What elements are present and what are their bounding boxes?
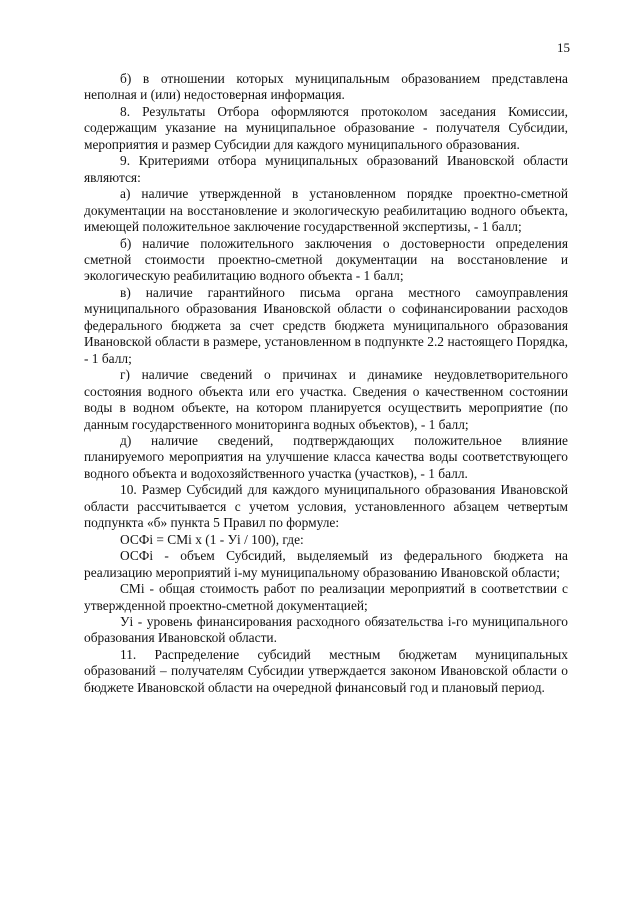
paragraph-criterion-g: г) наличие сведений о причинах и динамике неудовлетворительного состояния водного объекта или его участка. Сведения о качественном состоянии воды в водном объекте, на котором планируется осуществить мероприятие (по данным государственного мониторинга водных объектов), - 1 балл; [84, 367, 568, 432]
formula-definition-u: Уi - уровень финансирования расходного обязательства i-го муниципального образования Ивановской области. [84, 613, 568, 646]
paragraph-9-criteria: 9. Критериями отбора муниципальных образований Ивановской области являются: [84, 153, 568, 185]
formula-definition-sm: СМi - общая стоимость работ по реализации мероприятий в соответствии с утвержденной проектно-сметной документацией; [84, 581, 568, 613]
paragraph-9b-excluded: б) в отношении которых муниципальным образованием представлена неполная и (или) недостоверная информация. [84, 71, 568, 103]
paragraph-10-subsidy-size: 10. Размер Субсидий для каждого муниципального образования Ивановской области рассчитывается с учетом условия, установленного абзацем четвертым подпункта «б» пункта 5 Правил по формуле: [84, 482, 568, 531]
document-body [84, 71, 568, 696]
paragraph-8-selection-results: 8. Результаты Отбора оформляются протоколом заседания Комиссии, содержащим указание на муниципальное образование - получателя Субсидии, мероприятия и размер Субсидии для каждого муниципального образования. [84, 103, 568, 152]
paragraph-criterion-v: в) наличие гарантийного письма органа местного самоуправления муниципального образования Ивановской области о софинансировании расходов федерального бюджета за счет средств бюджета муниципального образования Ивановской области в размере, установленном в подпункте 2.2 настоящего Порядка, - 1 балл; [84, 284, 568, 366]
paragraph-criterion-d: д) наличие сведений, подтверждающих положительное влияние планируемого мероприятия на улучшение класса качества воды соответствующего водного объекта и водохозяйственного участка (участков), - 1 балл. [84, 432, 568, 481]
paragraph-criterion-b: б) наличие положительного заключения о достоверности определения сметной стоимости проектно-сметной документации на восстановление и экологическую реабилитацию водного объекта - 1 балл; [84, 235, 568, 284]
formula: ОСФi = СМi х (1 - Уi / 100), где: [120, 531, 304, 547]
paragraph-11-distribution: 11. Распределение субсидий местным бюджетам муниципальных образований – получателям Субсидии утверждается законом Ивановской области о бюджете Ивановской области на очередной финансовый год и плановый период. [84, 646, 568, 695]
formula-definition-osf: ОСФi - объем Субсидий, выделяемый из федерального бюджета на реализацию мероприятий i-му муниципальному образованию Ивановской области; [84, 548, 568, 580]
paragraph-criterion-a: а) наличие утвержденной в установленном порядке проектно-сметной документации на восстановление и экологическую реабилитацию водного объекта, имеющей положительное заключение государственной экспертизы, - 1 балл; [84, 186, 568, 235]
page-number: 15 [557, 40, 570, 55]
